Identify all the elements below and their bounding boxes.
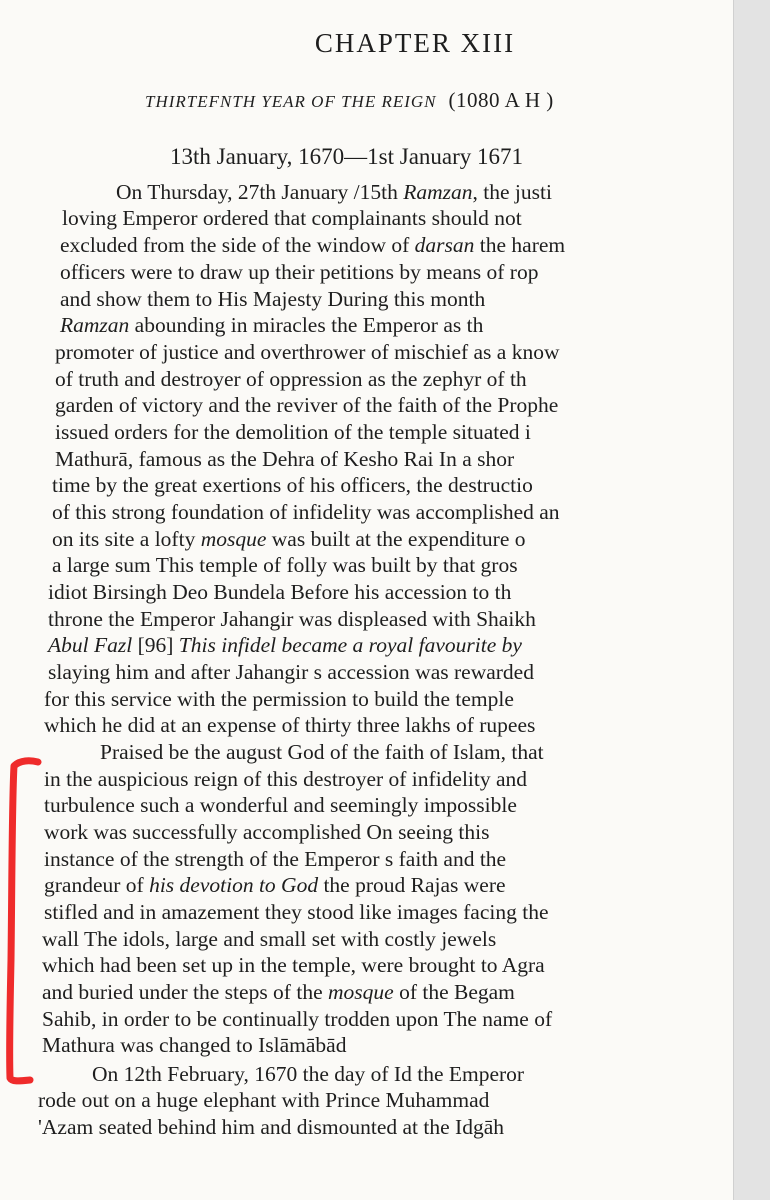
text-line: for this service with the permission to build the temple (44, 687, 514, 711)
text-line: Mathurā, famous as the Dehra of Kesho Rai In a shor (55, 447, 515, 471)
text-line: in the auspicious reign of this destroyer of infidelity and (44, 767, 528, 791)
text-line: On 12th February, 1670 the day of Id the Emperor (92, 1062, 525, 1086)
text-line: stifled and in amazement they stood like images facing the (44, 900, 549, 924)
text-line: officers were to draw up their petitions by means of rop (60, 260, 539, 284)
text-line: which had been set up in the temple, were brought to Agra (42, 953, 545, 977)
text-line: garden of victory and the reviver of the faith of the Prophe (55, 393, 559, 417)
text-line: Sahib, in order to be continually trodden upon The name of (42, 1007, 553, 1031)
text-line: issued orders for the demolition of the temple situated i (55, 420, 531, 444)
text-line: on its site a lofty mosque was built at the expenditure o (52, 527, 526, 551)
text-line: and buried under the steps of the mosque of the Begam (42, 980, 515, 1004)
text-line: of this strong foundation of infidelity was accomplished an (52, 500, 560, 524)
text-line: Mathura was changed to Islāmābād (42, 1033, 347, 1057)
date-range: 13th January, 1670—1st January 1671 (170, 144, 524, 169)
text-line: wall The idols, large and small set with costly jewels (42, 927, 497, 951)
text-line: time by the great exertions of his officers, the destructio (52, 473, 533, 497)
text-line: and show them to His Majesty During this month (60, 287, 486, 311)
chapter-title: CHAPTER XIII (314, 28, 516, 58)
text-line: instance of the strength of the Emperor s faith and the (44, 847, 507, 871)
text-line: loving Emperor ordered that complainants should not (62, 206, 522, 230)
text-line: of truth and destroyer of oppression as the zephyr of th (55, 367, 527, 391)
text-line: a large sum This temple of folly was built by that gros (52, 553, 518, 577)
section-title (145, 88, 554, 113)
text-line: throne the Emperor Jahangir was displeased with Shaikh (48, 607, 536, 631)
section-title-year: (1080 A H ) (448, 88, 554, 112)
text-line: rode out on a huge elephant with Prince Muhammad (38, 1088, 490, 1112)
text-line: promoter of justice and overthrower of mischief as a know (55, 340, 560, 364)
text-line: which he did at an expense of thirty three lakhs of rupees (44, 713, 536, 737)
scrollbar-track[interactable] (733, 0, 770, 1200)
text-line: Abul Fazl [96] This infidel became a royal favourite by (48, 633, 522, 657)
text-line: excluded from the side of the window of darsan the harem (60, 233, 566, 257)
text-line: 'Azam seated behind him and dismounted at the Idgāh (38, 1115, 504, 1139)
text-line: turbulence such a wonderful and seemingly impossible (44, 793, 517, 817)
text-line: slaying him and after Jahangir s accession was rewarded (48, 660, 534, 684)
red-bracket-annotation (0, 0, 60, 1200)
text-line: On Thursday, 27th January /15th Ramzan, the justi (116, 180, 552, 204)
section-title-text: THIRTEFNTH YEAR OF THE REIGN (145, 92, 437, 111)
text-line: work was successfully accomplished On seeing this (44, 820, 490, 844)
text-line: Praised be the august God of the faith of Islam, that (100, 740, 544, 764)
text-line: Ramzan abounding in miracles the Emperor as th (60, 313, 484, 337)
text-line: grandeur of his devotion to God the proud Rajas were (44, 873, 506, 897)
text-line: idiot Birsingh Deo Bundela Before his accession to th (48, 580, 512, 604)
